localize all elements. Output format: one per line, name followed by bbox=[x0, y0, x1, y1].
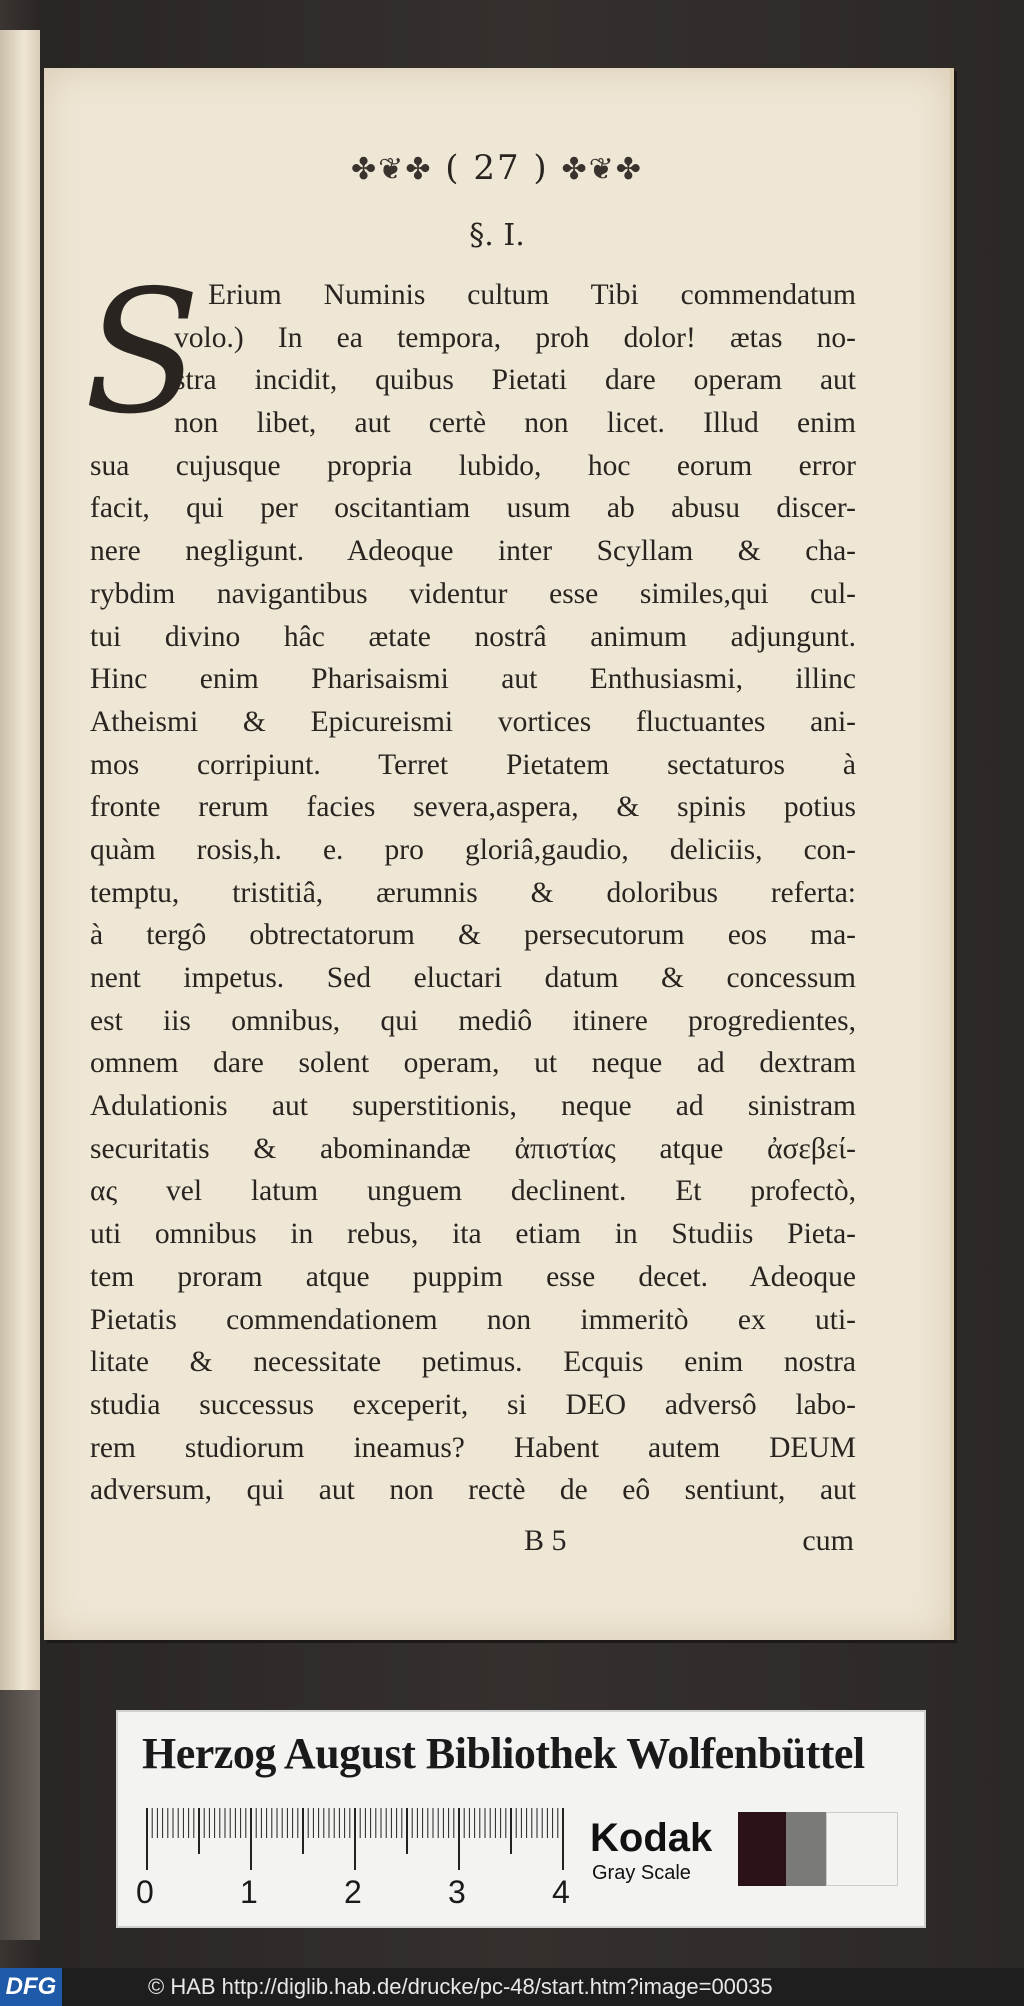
scale-number: 4 bbox=[552, 1874, 570, 1910]
text-line: stra incidit, quibus Pietati dare operam aut bbox=[174, 364, 856, 397]
swatch-dark bbox=[738, 1812, 786, 1886]
text-line: facit, qui per oscitantiam usum ab abusu discer- bbox=[90, 492, 856, 525]
text-line: studia successus exceperit, si DEO adversô labo- bbox=[90, 1388, 856, 1421]
footer-bar bbox=[0, 1968, 1024, 2006]
kodak-logo: Kodak bbox=[590, 1816, 713, 1860]
ruler-scale bbox=[142, 1808, 572, 1878]
scale-number: 1 bbox=[240, 1874, 258, 1910]
text-line: volo.) In ea tempora, proh dolor! ætas no- bbox=[174, 321, 856, 354]
section-heading: §. I. bbox=[469, 218, 525, 253]
text-line: à tergô obtrectatorum & persecutorum eos ma- bbox=[90, 919, 856, 952]
scale-number: 3 bbox=[448, 1874, 466, 1910]
color-scale-card bbox=[116, 1710, 926, 1928]
text-line: non libet, aut certè non licet. Illud enim bbox=[174, 407, 856, 440]
text-line: rybdim navigantibus videntur esse similes,qui cul- bbox=[90, 577, 856, 610]
swatch-white bbox=[826, 1812, 898, 1886]
text-line: sua cujusque propria lubido, hoc eorum error bbox=[90, 449, 856, 482]
scale-number: 0 bbox=[136, 1874, 154, 1910]
text-line: tem proram atque puppim esse decet. Adeoque bbox=[90, 1260, 856, 1293]
text-line: adversum, qui aut non rectè de eô sentiunt, aut bbox=[90, 1474, 856, 1507]
text-line: Atheismi & Epicureismi vortices fluctuantes ani- bbox=[90, 705, 856, 738]
page-header bbox=[44, 148, 950, 188]
text-line: uti omnibus in rebus, ita etiam in Studiis Pieta- bbox=[90, 1218, 856, 1251]
text-line: ας vel latum unguem declinent. Et profectò, bbox=[90, 1175, 856, 1208]
text-line: litate & necessitate petimus. Ecquis enim nostra bbox=[90, 1346, 856, 1379]
credit-link[interactable]: © HAB http://diglib.hab.de/drucke/pc-48/start.htm?image=00035 bbox=[148, 1974, 773, 1999]
library-title: Herzog August Bibliothek Wolfenbüttel bbox=[142, 1729, 865, 1778]
text-line: Adulationis aut superstitionis, neque ad sinistram bbox=[90, 1090, 856, 1123]
dfg-logo[interactable]: DFG bbox=[0, 1968, 62, 2006]
text-line: Erium Numinis cultum Tibi commendatum bbox=[208, 279, 856, 311]
text-line: Hinc enim Pharisaismi aut Enthusiasmi, illinc bbox=[90, 663, 856, 696]
text-line: fronte rerum facies severa,aspera, & spinis potius bbox=[90, 791, 856, 824]
text-line: temptu, tristitiâ, ærumnis & doloribus referta: bbox=[90, 876, 856, 909]
gray-scale-label: Gray Scale bbox=[592, 1862, 691, 1884]
scale-number: 2 bbox=[344, 1874, 362, 1910]
text-line: securitatis & abominandæ ἀπιστίας atque ἀσεβεί- bbox=[90, 1132, 856, 1165]
text-line: mos corripiunt. Terret Pietatem sectaturos à bbox=[90, 748, 856, 781]
text-line: omnem dare solent operam, ut neque ad dextram bbox=[90, 1047, 856, 1080]
text-line: Pietatis commendationem non immeritò ex uti- bbox=[90, 1303, 856, 1336]
right-ornament-icon: ✤❦✤ bbox=[561, 152, 643, 187]
text-line: tui divino hâc ætate nostrâ animum adjungunt. bbox=[90, 620, 856, 653]
swatch-gray bbox=[786, 1812, 826, 1886]
text-line: est iis omnibus, qui mediô itinere progredientes, bbox=[90, 1004, 856, 1037]
text-line: quàm rosis,h. e. pro gloriâ,gaudio, deliciis, con- bbox=[90, 833, 856, 866]
catchword: cum bbox=[802, 1524, 854, 1557]
left-ornament-icon: ✤❦✤ bbox=[351, 152, 433, 187]
binding-edge bbox=[0, 1690, 40, 1940]
signature-mark: B 5 bbox=[524, 1524, 567, 1557]
drop-cap: S bbox=[84, 254, 201, 452]
text-line: nent impetus. Sed eluctari datum & concessum bbox=[90, 962, 856, 994]
page-number: ( 27 ) bbox=[445, 148, 549, 188]
book-page bbox=[44, 68, 954, 1640]
text-line: nere negligunt. Adeoque inter Scyllam & cha- bbox=[90, 535, 856, 568]
body-text bbox=[90, 274, 856, 1512]
text-line: rem studiorum ineamus? Habent autem DEUM bbox=[90, 1431, 856, 1464]
previous-page-edge bbox=[0, 30, 40, 1690]
